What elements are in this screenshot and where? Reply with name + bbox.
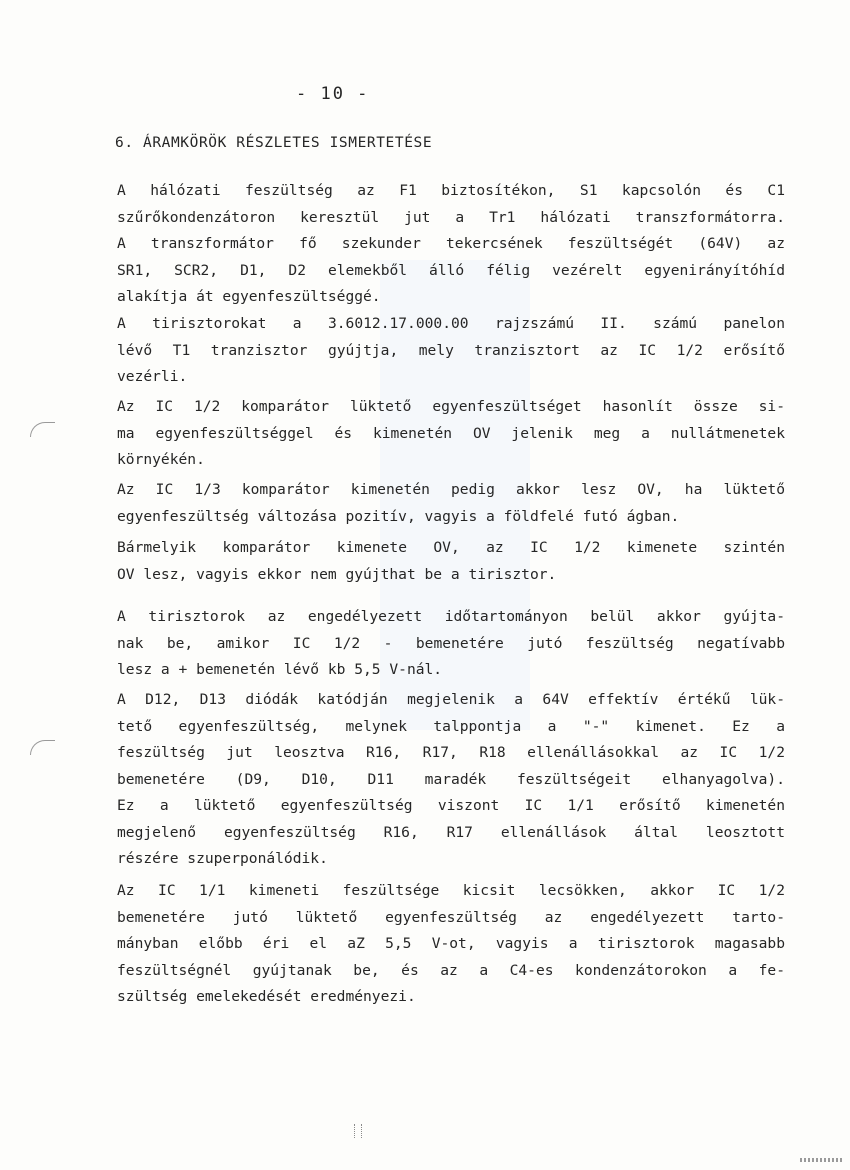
page-number: - 10 - [296,84,370,104]
text-line: Az IC 1/3 komparátor kimenetén pedig akkor lesz OV, ha lüktető [117,481,785,498]
paragraph-comparator-ic12 [117,394,785,474]
paragraph-comparator-ic13 [117,477,785,530]
text-line: Ez a lüktető egyenfeszültség viszont IC 1/1 erősítő kimenetén [117,797,785,814]
text-line: lesz a + bemenetén lévő kb 5,5 V-nál. [117,661,443,678]
text-line: feszültség jut leosztva R16, R17, R18 ellenállásokkal az IC 1/2 [117,744,785,761]
text-line: Az IC 1/2 komparátor lüktető egyenfeszültséget hasonlít össze si- [117,398,785,415]
text-line: szűrőkondenzátoron keresztül jut a Tr1 hálózati transzformátorra. [117,208,785,226]
text-line: OV lesz, vagyis ekkor nem gyújthat be a tirisztor. [117,565,557,583]
paragraph-mains-supply [117,178,785,311]
text-line: A D12, D13 diódák katódján megjelenik a 64V effektív értékű lük- [117,691,785,708]
section-heading: 6. ÁRAMKÖRÖK RÉSZLETES ISMERTETÉSE [115,135,433,151]
punch-hole-mark [30,422,55,437]
text-line: feszültségnél gyújtanak be, és az a C4-es kondenzátorokon a fe- [117,961,785,979]
text-line: Az IC 1/1 kimeneti feszültsége kicsit lecsökken, akkor IC 1/2 [117,882,785,899]
text-line: A tirisztorokat a 3.6012.17.000.00 rajzszámú II. számú panelon [117,315,785,332]
paragraph-diode-cathode [117,687,785,873]
text-line: alakítja át egyenfeszültséggé. [117,288,381,305]
text-line: A hálózati feszültség az F1 biztosítékon, S1 kapcsolón és C1 [117,182,785,199]
text-line: szültség emelekedését eredményezi. [117,988,416,1005]
text-line: bemenetére (D9, D10, D11 maradék feszültségeit elhanyagolva). [117,770,785,788]
text-line: tető egyenfeszültség, melynek talppontja a "-" kimenet. Ez a [117,717,785,735]
text-line: A transzformátor fő szekunder tekercsének feszültségét (64V) az [117,235,785,252]
paragraph-thyristor-trigger [117,311,785,391]
text-line: bemenetére jutó lüktető egyenfeszültség az engedélyezett tarto- [117,908,785,926]
text-line: lévő T1 tranzisztor gyújtja, mely tranzisztort az IC 1/2 erősítő [117,341,785,359]
text-line: részére szuperponálódik. [117,850,328,867]
punch-hole-mark [30,740,55,755]
paragraph-output-voltage [117,878,785,1011]
scan-speck [354,1124,362,1138]
paragraph-either-comparator [117,535,785,588]
text-line: Bármelyik komparátor kimenete OV, az IC 1/2 kimenete szintén [117,539,785,556]
text-line: ma egyenfeszültséggel és kimenetén OV jelenik meg a nullátmenetek [117,424,785,442]
paragraph-firing-window [117,604,785,684]
text-line: SR1, SCR2, D1, D2 elemekből álló félig vezérelt egyenirányítóhíd [117,261,785,279]
text-line: egyenfeszültség változása pozitív, vagyis a földfelé futó ágban. [117,507,680,525]
text-line: környékén. [117,451,205,468]
text-line: nak be, amikor IC 1/2 - bemenetére jutó feszültség negatívabb [117,634,785,652]
text-line: megjelenő egyenfeszültség R16, R17 ellenállások által leosztott [117,823,785,841]
scan-edge-mark [800,1158,844,1162]
text-line: mányban előbb éri el aZ 5,5 V-ot, vagyis a tirisztorok magasabb [117,935,785,952]
text-line: vezérli. [117,368,188,385]
text-line: A tirisztorok az engedélyezett időtartományon belül akkor gyújta- [117,608,785,625]
